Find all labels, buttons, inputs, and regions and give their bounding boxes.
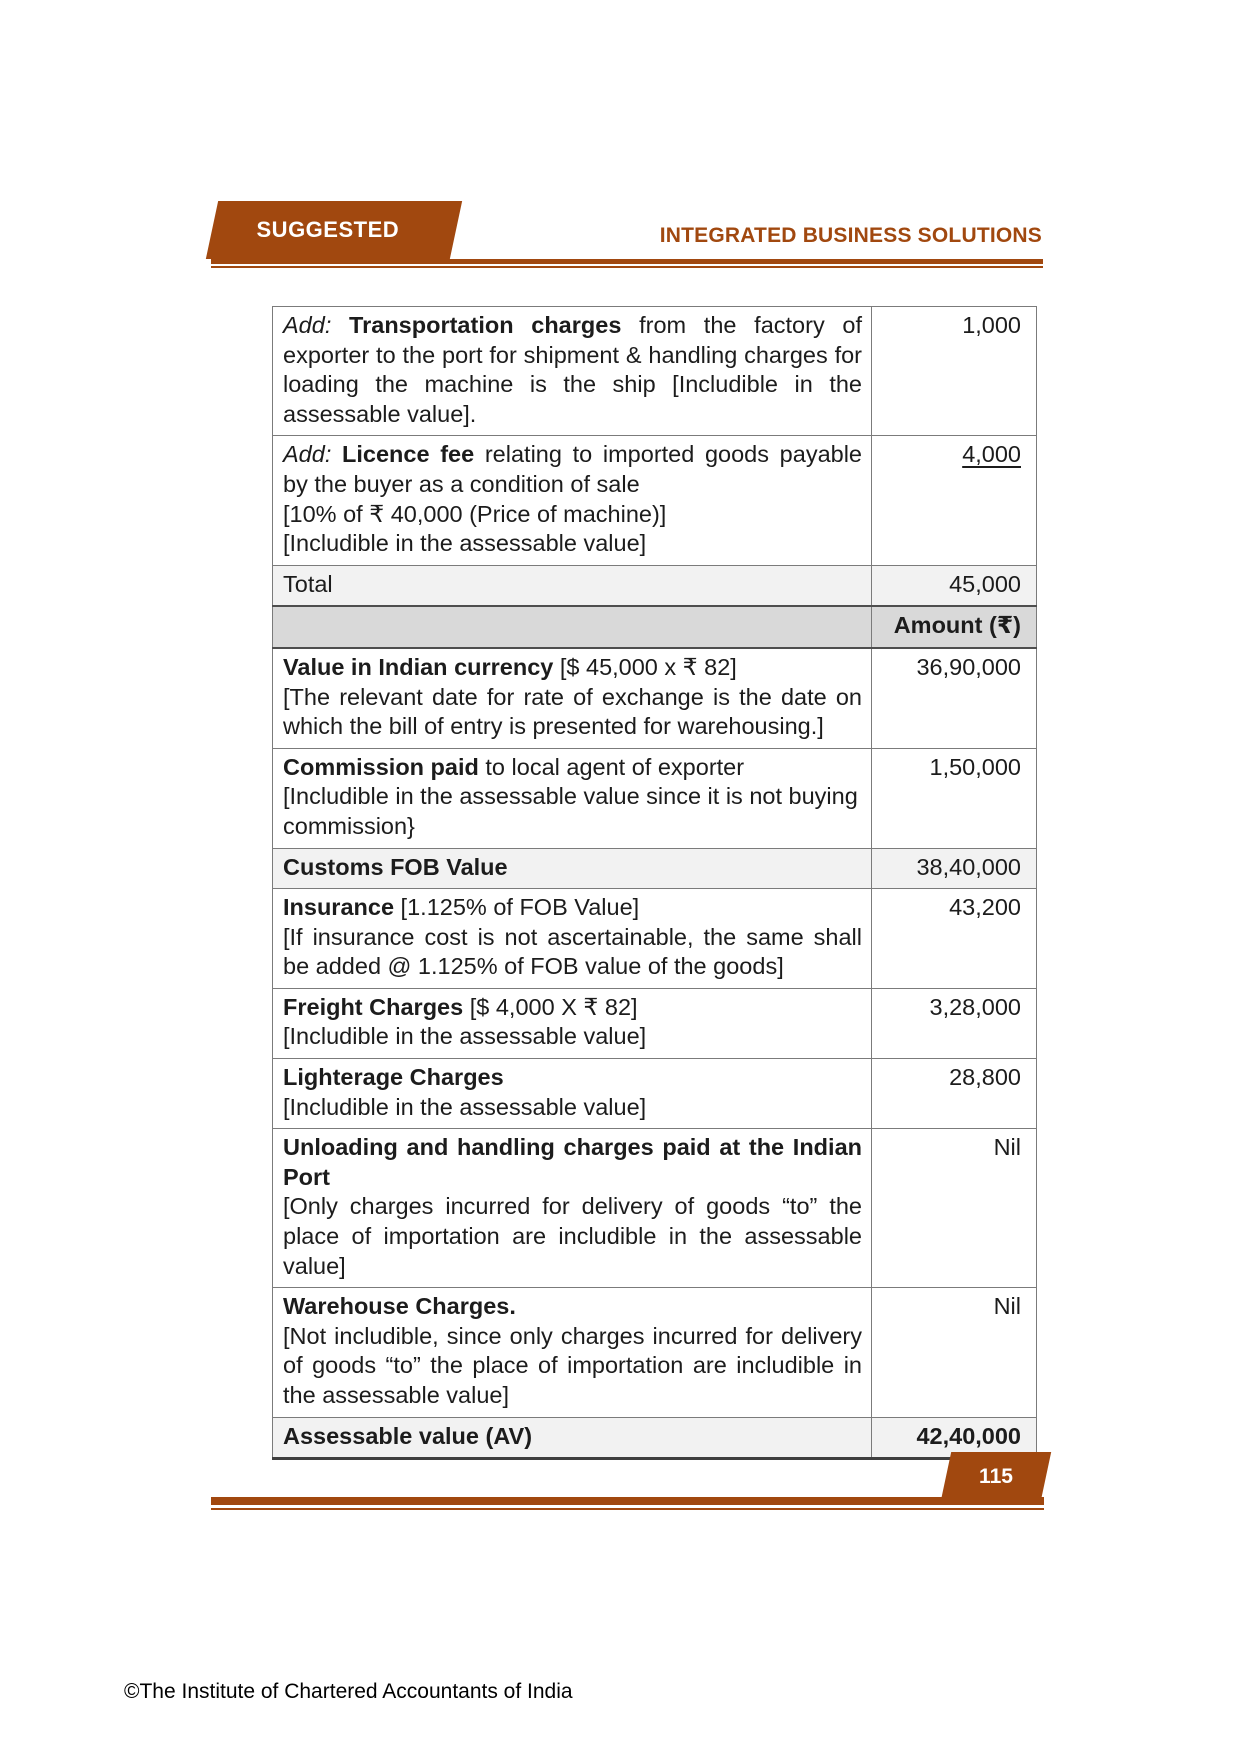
table-row-warehouse-charges [273,1288,1037,1417]
table-row-value-in-indian-currency [273,648,1037,748]
answer-table-body [273,307,1037,1459]
lighterage-charges-paragraph: [Includible in the assessable value] [283,1093,647,1120]
commission-paid-paragraph: [Includible in the assessable value since it is not buying commission} [283,783,858,839]
table-row-total [273,565,1037,606]
customs-fob-value-amount: 38,40,000 [872,848,1037,889]
customs-valuation-table [272,306,1037,1460]
page-number-badge [941,1452,1051,1501]
lighterage-charges-paragraph: Lighterage Charges [283,1064,504,1091]
warehouse-charges-paragraph: Warehouse Charges. [283,1293,516,1320]
header-rule [211,259,1043,268]
value-in-indian-currency-amount: 36,90,000 [872,648,1037,748]
licence-fee-paragraph: Add: Licence fee relating to imported goods payable by the buyer as a condition of sale [283,441,862,497]
page-number: 115 [979,1465,1013,1488]
customs-fob-value-description [273,848,872,889]
transportation-charges-paragraph: Add: Transportation charges from the factory of exporter to the port for shipment & handling charges for loading the machine is the ship [Includible in the assessable value]. [283,312,862,427]
document-title: INTEGRATED BUSINESS SOLUTIONS [659,224,1042,247]
table-row-commission-paid [273,748,1037,848]
transportation-charges-amount: 1,000 [872,307,1037,436]
unloading-handling-charges-description [273,1129,872,1288]
table-row-transportation-charges [273,307,1037,436]
total-description [273,565,872,606]
assessable-value-amount: 42,40,000 [872,1417,1037,1459]
table-row-freight-charges [273,988,1037,1058]
unloading-handling-charges-paragraph: [Only charges incurred for delivery of goods “to” the place of importation are includible in the assessable value] [283,1193,862,1279]
licence-fee-description [273,436,872,565]
value-in-indian-currency-paragraph: Value in Indian currency [$ 45,000 x ₹ 82] [283,653,737,680]
warehouse-charges-amount: Nil [872,1288,1037,1417]
assessable-value-paragraph: Assessable value (AV) [283,1422,533,1449]
freight-charges-paragraph: Freight Charges [$ 4,000 X ₹ 82] [283,993,638,1020]
table-row-lighterage-charges [273,1059,1037,1129]
suggested-answer-banner-label: SUGGESTED ANSWER [256,217,400,300]
unloading-handling-charges-paragraph: Unloading and handling charges paid at the Indian Port [283,1134,862,1190]
licence-fee-amount: 4,000 [872,436,1037,565]
insurance-amount: 43,200 [872,889,1037,989]
table-row-insurance [273,889,1037,989]
table-row-unloading-handling-charges [273,1129,1037,1288]
lighterage-charges-amount: 28,800 [872,1059,1037,1129]
table-row-licence-fee [273,436,1037,565]
footer-rule [211,1497,1044,1510]
table-row-assessable-value [273,1417,1037,1459]
total-paragraph: Total [283,570,333,597]
freight-charges-description [273,988,872,1058]
assessable-value-description [273,1417,872,1459]
warehouse-charges-paragraph: [Not includible, since only charges incurred for delivery of goods “to” the place of importation are includible in the assessable value] [283,1322,862,1408]
total-amount: 45,000 [872,565,1037,606]
insurance-paragraph: [If insurance cost is not ascertainable, the same shall be added @ 1.125% of FOB value of the goods] [283,923,862,980]
amount-header-amount: Amount (₹) [872,606,1037,648]
copyright-notice: ©The Institute of Chartered Accountants of India [124,1680,573,1703]
licence-fee-paragraph: [Includible in the assessable value] [283,530,647,557]
freight-charges-amount: 3,28,000 [872,988,1037,1058]
table-row-customs-fob-value [273,848,1037,889]
transportation-charges-description [273,307,872,436]
commission-paid-description [273,748,872,848]
suggested-answer-banner [206,201,462,300]
amount-header-description [273,606,872,648]
lighterage-charges-description [273,1059,872,1129]
licence-fee-paragraph: [10% of ₹ 40,000 (Price of machine)] [283,500,667,527]
warehouse-charges-description [273,1288,872,1417]
value-in-indian-currency-description [273,648,872,748]
commission-paid-amount: 1,50,000 [872,748,1037,848]
insurance-description [273,889,872,989]
commission-paid-paragraph: Commission paid to local agent of exporter [283,753,745,780]
insurance-paragraph: Insurance [1.125% of FOB Value] [283,894,640,921]
value-in-indian-currency-paragraph: [The relevant date for rate of exchange is the date on which the bill of entry is presented for warehousing.] [283,683,862,740]
unloading-handling-charges-amount: Nil [872,1129,1037,1288]
table-row-amount-header [273,606,1037,648]
freight-charges-paragraph: [Includible in the assessable value] [283,1023,647,1050]
customs-fob-value-paragraph: Customs FOB Value [283,853,508,880]
